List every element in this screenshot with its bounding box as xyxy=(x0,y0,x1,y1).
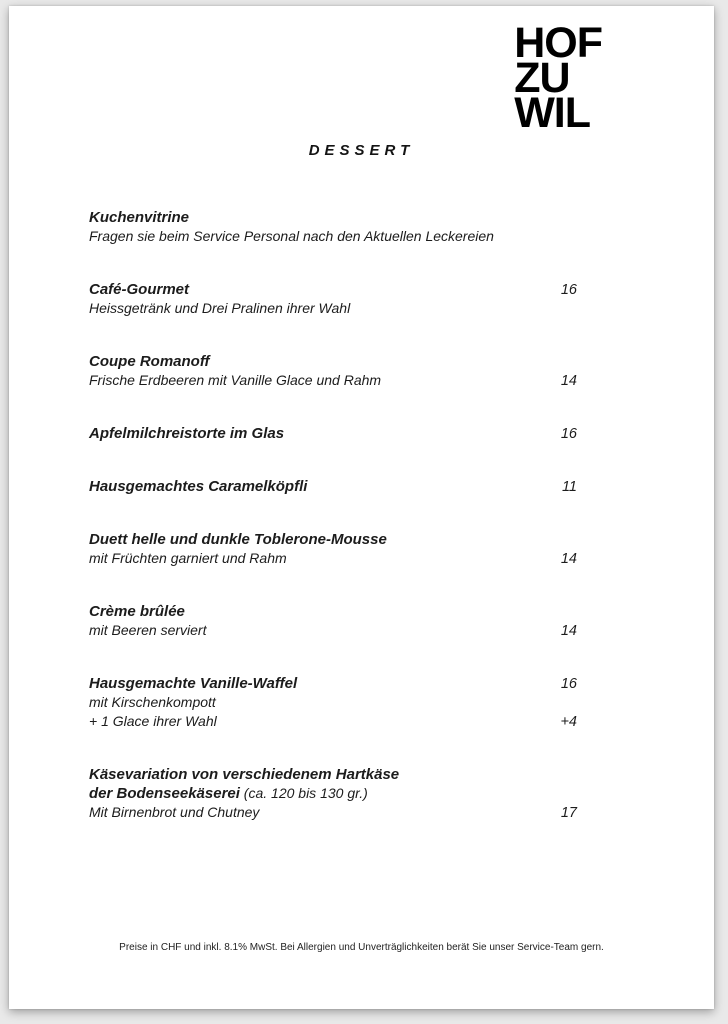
restaurant-logo xyxy=(514,19,602,137)
item-description-suffix: (ca. 120 bis 130 gr.) xyxy=(239,785,368,801)
item-price: 16 xyxy=(560,676,577,692)
item-price: 17 xyxy=(560,805,577,821)
menu-item xyxy=(89,603,577,640)
item-name: Hausgemachte Vanille-Waffel xyxy=(89,675,298,692)
menu-line xyxy=(89,281,577,299)
item-price: 14 xyxy=(560,373,577,389)
item-name: Apfelmilchreistorte im Glas xyxy=(89,425,285,442)
logo-line-1: HOF xyxy=(514,19,602,67)
menu-item xyxy=(89,425,577,443)
item-name: Hausgemachtes Caramelköpfli xyxy=(89,478,308,495)
footer-note: Preise in CHF und inkl. 8.1% MwSt. Bei Allergien und Unverträglichkeiten berät Sie unser Service-Team gern. xyxy=(119,942,604,953)
menu-item xyxy=(89,531,577,568)
menu-item xyxy=(89,766,577,822)
item-price: 14 xyxy=(560,551,577,567)
menu-item xyxy=(89,209,577,246)
item-name: Duett helle und dunkle Toblerone-Mousse xyxy=(89,531,387,548)
item-description: Fragen sie beim Service Personal nach den Aktuellen Leckereien xyxy=(89,228,494,244)
menu-line xyxy=(89,478,577,496)
item-name: Käsevariation von verschiedenem Hartkäse xyxy=(89,766,400,783)
item-description: Frische Erdbeeren mit Vanille Glace und Rahm xyxy=(89,372,382,388)
menu-line xyxy=(89,371,577,390)
menu-line xyxy=(89,675,577,693)
menu-list xyxy=(89,209,577,822)
menu-item xyxy=(89,353,577,390)
menu-item xyxy=(89,281,577,318)
item-price: 11 xyxy=(561,479,577,495)
item-description: Mit Birnenbrot und Chutney xyxy=(89,804,260,820)
item-price: +4 xyxy=(560,714,577,730)
menu-line xyxy=(89,209,577,227)
logo-line-2: ZU xyxy=(514,54,570,102)
item-description: + 1 Glace ihrer Wahl xyxy=(89,713,217,729)
item-description: mit Früchten garniert und Rahm xyxy=(89,550,287,566)
item-price: 14 xyxy=(560,623,577,639)
menu-line xyxy=(89,621,577,640)
menu-line xyxy=(89,784,577,803)
item-description: Heissgetränk und Drei Pralinen ihrer Wahl xyxy=(89,300,351,316)
item-description: mit Kirschenkompott xyxy=(89,694,216,710)
logo-line-3: WIL xyxy=(514,89,591,137)
item-name: Café-Gourmet xyxy=(89,281,190,298)
menu-item xyxy=(89,675,577,731)
menu-line xyxy=(89,531,577,549)
menu-line xyxy=(89,425,577,443)
menu-line xyxy=(89,227,577,246)
menu-line xyxy=(89,603,577,621)
item-name: Kuchenvitrine xyxy=(89,209,190,226)
item-price: 16 xyxy=(560,282,577,298)
page-title: DESSERT xyxy=(308,142,415,159)
item-name: der Bodenseekäserei (ca. 120 bis 130 gr.) xyxy=(89,785,368,802)
item-price: 16 xyxy=(560,426,577,442)
menu-item xyxy=(89,478,577,496)
menu-line xyxy=(89,693,577,712)
item-name: Crème brûlée xyxy=(89,603,185,620)
item-name: Coupe Romanoff xyxy=(89,353,210,370)
menu-line xyxy=(89,353,577,371)
menu-line xyxy=(89,803,577,822)
menu-line xyxy=(89,299,577,318)
item-description: mit Beeren serviert xyxy=(89,622,207,638)
menu-line xyxy=(89,712,577,731)
menu-page xyxy=(9,6,714,1009)
menu-line xyxy=(89,766,577,784)
menu-line xyxy=(89,549,577,568)
